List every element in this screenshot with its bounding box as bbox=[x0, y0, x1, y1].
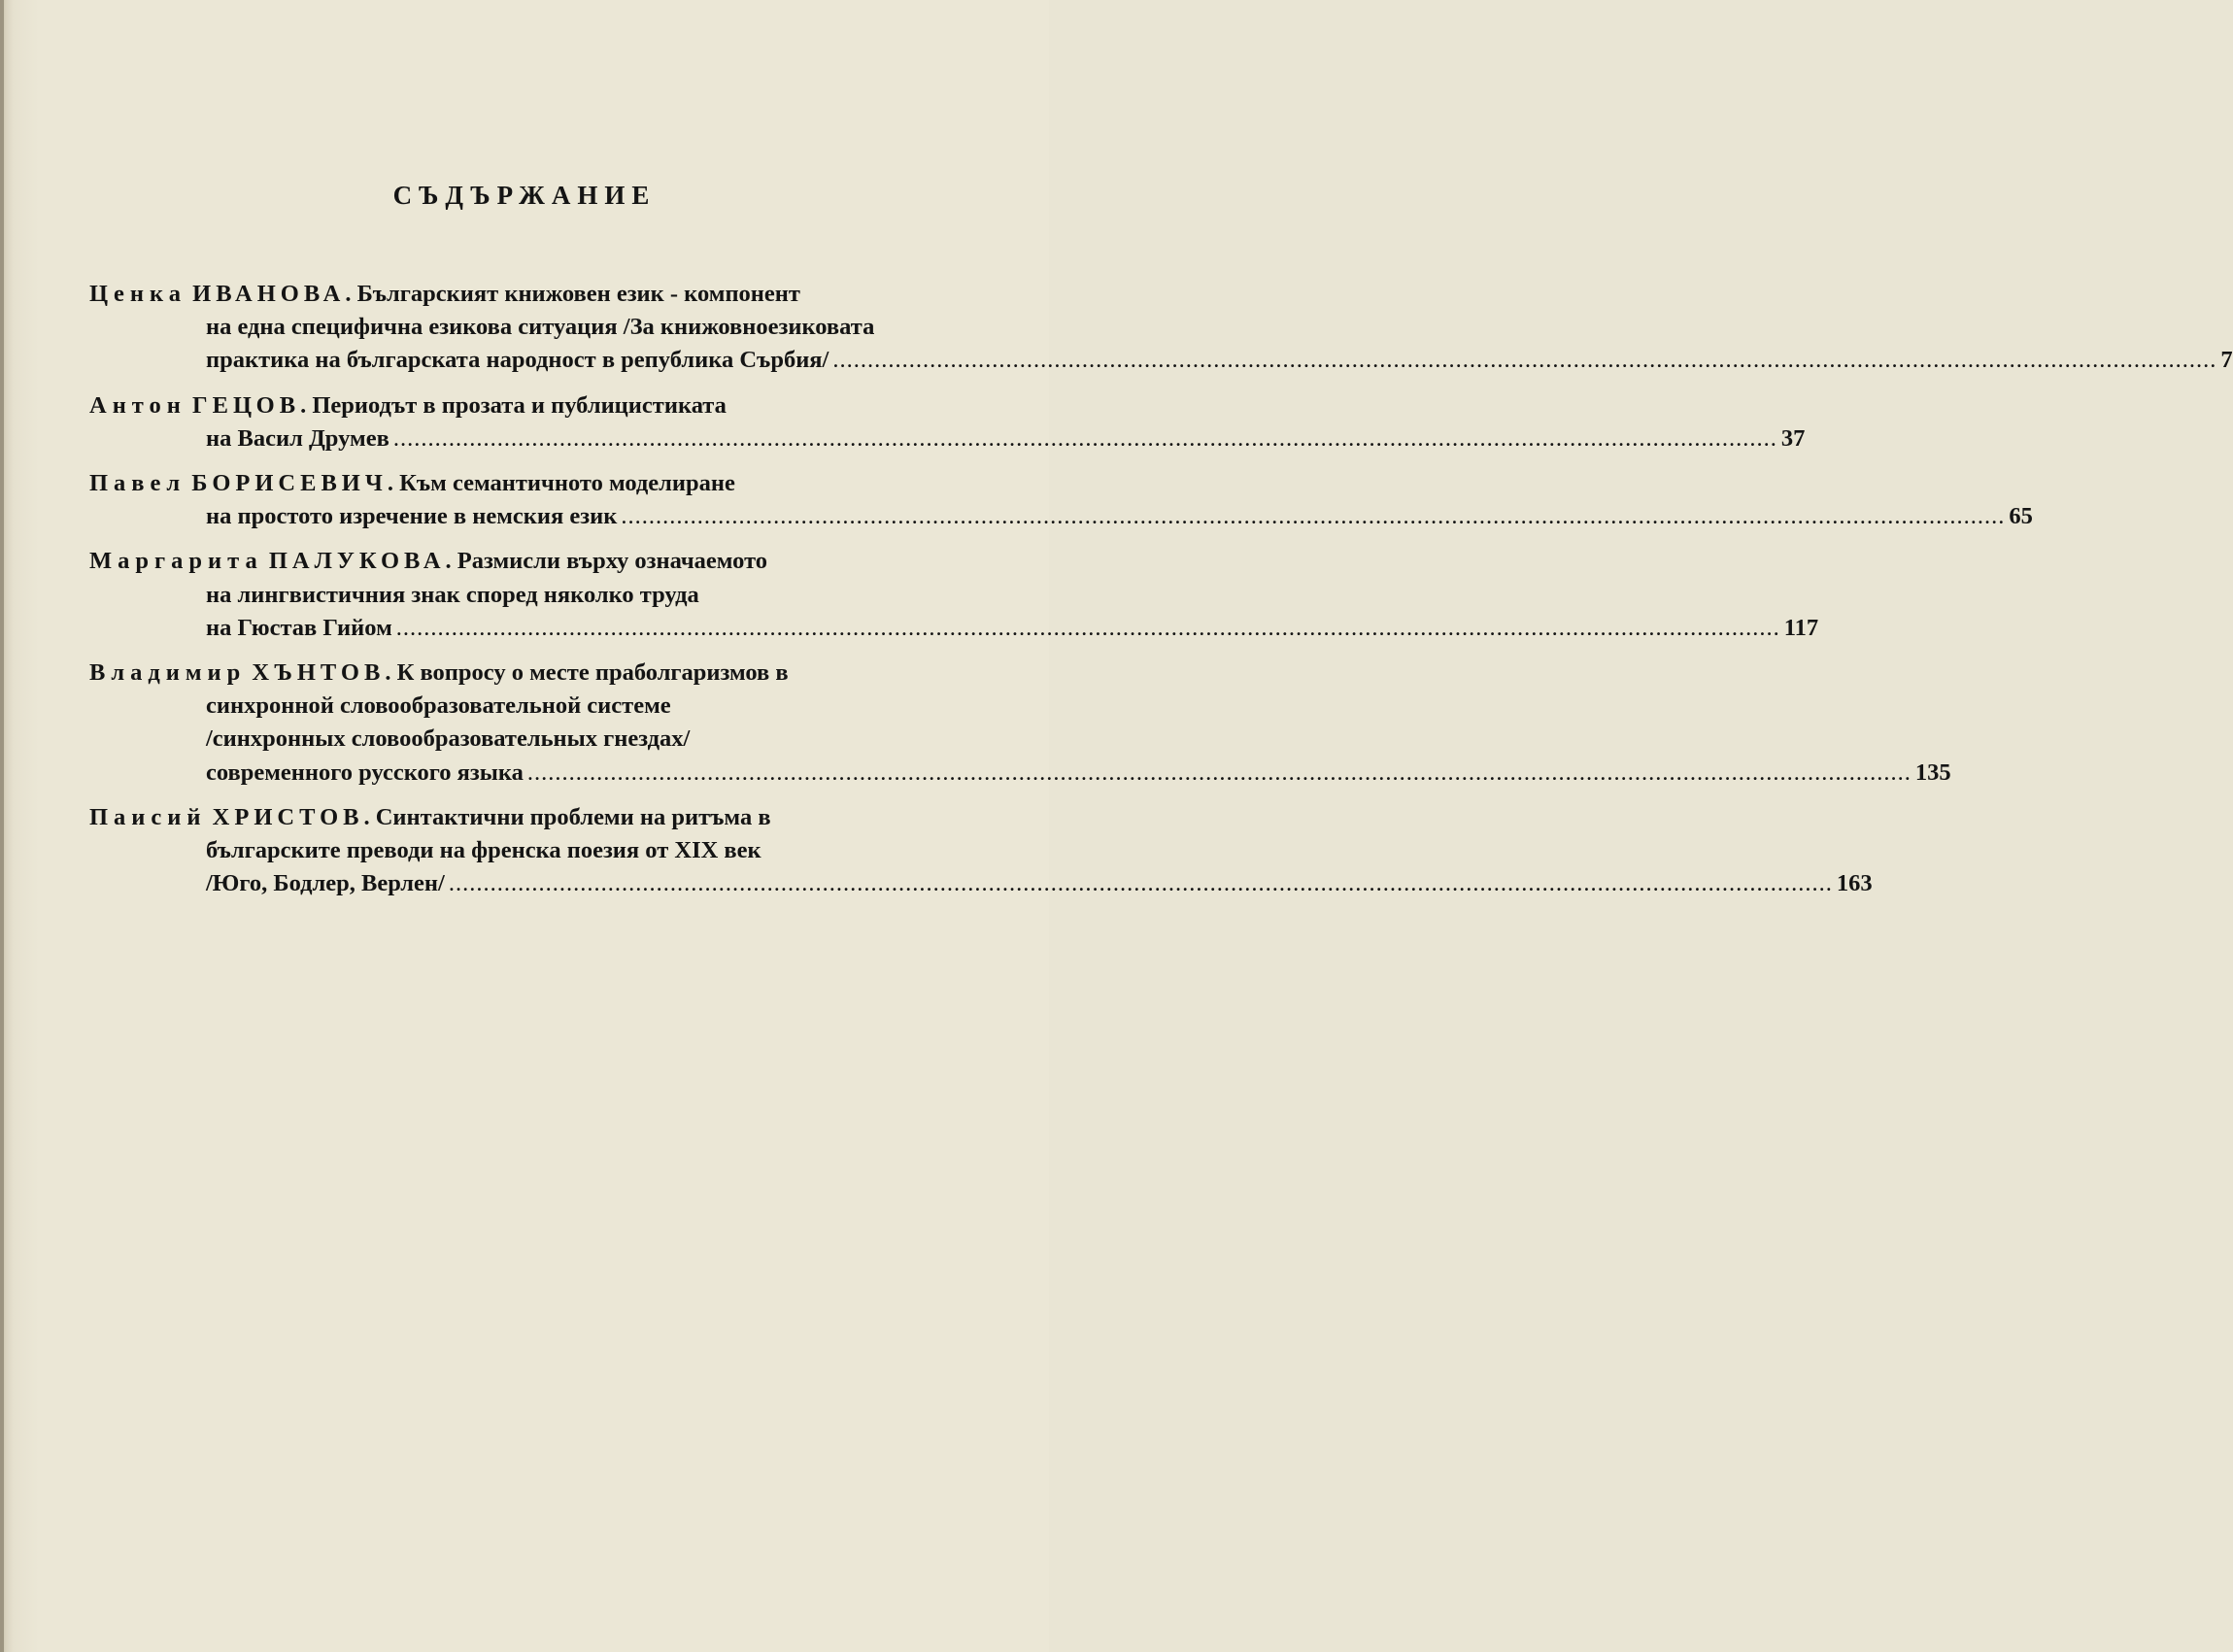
toc-entry bbox=[89, 545, 1819, 645]
entry-title-text: практика на българската народност в република Сърбия/ bbox=[206, 347, 829, 374]
toc-entry bbox=[89, 801, 1873, 901]
toc-entry-first-line bbox=[89, 278, 985, 311]
author-last-name: БОРИСЕВИЧ bbox=[191, 470, 388, 497]
entry-title-continuation: /синхронных словообразовательных гнездах/ bbox=[206, 725, 691, 753]
toc-entry bbox=[89, 278, 2233, 378]
page-number: 7 bbox=[2220, 347, 2233, 374]
entry-title-text: современного русского языка bbox=[206, 759, 524, 786]
page-title: СЪДЪРЖАНИЕ bbox=[392, 181, 657, 210]
entry-title-last-line bbox=[89, 612, 1819, 645]
entry-title-continuation: на лингвистичния знак според няколко труда bbox=[206, 581, 699, 608]
author-last-name: ИВАНОВА bbox=[192, 281, 346, 307]
entry-title-text: /Юго, Бодлер, Верлен/ bbox=[206, 870, 445, 897]
dot-leader: ........................................................................................................................................................................................................ bbox=[526, 759, 1912, 786]
toc-entry-first-line bbox=[89, 545, 985, 578]
page-number: 65 bbox=[2009, 503, 2033, 530]
author-first-name: Владимир bbox=[89, 659, 247, 687]
entry-title-last-line bbox=[89, 867, 1873, 900]
author-first-name: Антон bbox=[89, 391, 186, 419]
entry-title-text: . Българският книжовен език - компонент bbox=[345, 281, 800, 307]
entry-title-continuation: на една специфична езикова ситуация /За книжовноезиковата bbox=[206, 314, 875, 341]
dot-leader: ........................................................................................................................................................................................................ bbox=[395, 614, 1780, 641]
author-last-name: ХЪНТОВ bbox=[252, 659, 386, 687]
dot-leader: ........................................................................................................................................................................................................ bbox=[832, 347, 2217, 374]
entry-title-last-line bbox=[89, 422, 1806, 455]
entry-title-text: на Васил Друмев bbox=[206, 424, 389, 452]
author-last-name: ГЕЦОВ bbox=[192, 391, 301, 419]
page-number: 135 bbox=[1914, 759, 1951, 786]
entry-title-text: . Синтактични проблеми на ритъма в bbox=[363, 803, 771, 830]
entry-title-text: на простото изречение в немския език bbox=[206, 503, 618, 530]
toc-entry bbox=[89, 467, 2033, 533]
entry-title-last-line bbox=[89, 344, 2233, 377]
author-last-name: ПАЛУКОВА bbox=[268, 548, 446, 575]
entry-title-continuation: синхронной словообразовательной системе bbox=[206, 692, 671, 720]
toc-entry bbox=[89, 389, 1806, 455]
entry-title-last-line bbox=[89, 757, 1951, 790]
author-first-name: Паисий bbox=[89, 803, 207, 830]
entry-title-text: . Периодът в прозата и публицистиката bbox=[300, 391, 727, 419]
toc-entry-first-line bbox=[89, 657, 985, 690]
table-of-contents bbox=[89, 278, 2233, 912]
page-spine-edge bbox=[0, 0, 4, 1652]
toc-entry-first-line bbox=[89, 467, 985, 500]
dot-leader: ........................................................................................................................................................................................................ bbox=[448, 870, 1833, 897]
entry-title-last-line bbox=[89, 500, 2033, 533]
dot-leader: ........................................................................................................................................................................................................ bbox=[392, 424, 1777, 452]
author-first-name: Ценка bbox=[89, 281, 187, 307]
dot-leader: ........................................................................................................................................................................................................ bbox=[621, 503, 2006, 530]
entry-title-continuation: българските преводи на френска поезия от XIX век bbox=[206, 837, 761, 864]
entry-title-text: . Към семантичното моделиране bbox=[387, 470, 735, 497]
toc-entry-first-line bbox=[89, 389, 985, 422]
author-first-name: Маргарита bbox=[89, 548, 263, 575]
entry-title-text: . К вопросу о месте праболгаризмов в bbox=[385, 659, 789, 687]
page-number: 117 bbox=[1783, 614, 1819, 641]
page-number: 37 bbox=[1780, 424, 1806, 452]
toc-entry-first-line bbox=[89, 801, 985, 834]
page-number: 163 bbox=[1836, 870, 1873, 897]
author-first-name: Павел bbox=[89, 470, 186, 497]
entry-title-text: на Гюстав Гийом bbox=[206, 614, 392, 641]
entry-title-text: . Размисли върху означаемото bbox=[445, 548, 768, 575]
toc-entry bbox=[89, 657, 1951, 790]
author-last-name: ХРИСТОВ bbox=[212, 803, 364, 830]
